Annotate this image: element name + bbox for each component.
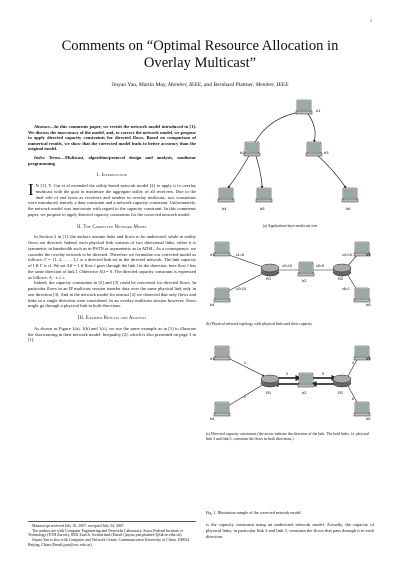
right-column-paragraph: is the capacity constraint using an undirected network model. Actually, the capacity of physical links, in particular link 3 and link 5, constrain the flows that pass through it in each direction <box>206 522 374 539</box>
c-link-2: 2 <box>244 395 246 399</box>
c-label-h1: h1 <box>210 356 215 361</box>
link-label-c3: c3=15 <box>282 264 292 268</box>
c-link-6: 6 <box>352 397 354 401</box>
c-label-r1: R1 <box>266 390 272 395</box>
author-member-1: Member, IEEE <box>168 82 202 88</box>
index-terms-label: Index Terms <box>34 154 61 160</box>
c-label-h5: h5 <box>366 356 371 361</box>
c-link-3: 3 <box>286 372 288 376</box>
index-terms <box>28 155 196 167</box>
figure-b-caption: (b) Physical network topology with physical links and their capacity <box>206 322 313 326</box>
host-h1-icon <box>296 100 312 114</box>
footnote-second-affiliation: Jinyao Yan is also with Computer and Network Center, Communication University of China, 100024 Beijing, China (Email:jyan@cuc.edu.cn). <box>28 538 190 547</box>
section-2-paragraph-2: Indeed, the capacity constraints in [2] and [3] could be conceived for directed flows. In particular flows in an IP multicast session transfer data over the same physical link only in one direction [3]. And in the network model for unicast [2] we observed that only flows and links in a single direction were considered. In an overlay multicast session however, flows might go through a physical link in both directions. <box>28 280 196 309</box>
author-member-2: Member, IEEE <box>255 82 289 88</box>
b-label-r2: R2 <box>338 276 344 281</box>
link-label-c5: c5=5 <box>316 264 324 268</box>
section-3-title: III. Example Results and Analysis <box>77 316 147 322</box>
node-label-h3: h3 <box>324 150 329 155</box>
b-label-h6: h6 <box>366 302 371 307</box>
author-names: Jinyao Yan, Martin May, <box>111 82 167 88</box>
c-label-h4: h4 <box>210 416 215 421</box>
abstract-label: Abstract <box>34 124 50 129</box>
authors: Jinyao Yan, Martin May, Member, IEEE, and Bernhard Plattner, Member, IEEE <box>111 82 289 88</box>
figure-a-multicast-tree <box>206 98 374 226</box>
figure-a-caption: (a) Application-layer multicast tree <box>262 224 318 228</box>
b-label-h4: h4 <box>210 302 215 307</box>
link-label-c4: c4=10 <box>342 253 352 257</box>
section-1-title: I. Introduction <box>96 173 128 179</box>
b-label-r1: R1 <box>266 276 272 281</box>
title-line-2: Overlay Multicast” <box>143 55 257 71</box>
right-column-text <box>206 522 374 539</box>
node-label-h1: h1 <box>316 108 321 113</box>
paper-title <box>0 38 400 72</box>
section-2-title: II. The Corrected Network Model <box>77 224 147 230</box>
link-label-c6: c6=1 <box>342 287 350 291</box>
b-label-h2: h2 <box>302 278 307 283</box>
section-2-paragraph-1: In Section 2 in [1], the authors assume links and flows to be undirected, while in reality flows are directed. Indeed, each physical link consists of two directional links, either it is symmetric in bandwidth such as in PSTN or asymmetric as in ADSL. As a consequence, we consider the overlay network to be directed. Therefore we formulate our corrected model as follows: Γ = {1, 2, . . . , L} is a directed link set in the directed network. The link capacity of l ∈ Γ is cl. We set Alf = 1 if flow f goes through the link l in the direction, here flow f has the same direction of link l. Otherwise Alf = 0. The directed capacity constraint is expressed as follows: A · x ≤ c. <box>28 234 196 280</box>
footnote-affiliation: The authors are with Computer Engineering and Networks Laboratory, Swiss Federal Institute of Technology (ETH Zurich), 8092 Zurich, Switzerland (Email:{jinyao.yan,plattner}@tik.ee.ethz.ch). <box>28 528 183 538</box>
footnote-received: Manuscript received July 10, 2007; accepted July 24, 2007. <box>32 524 125 528</box>
page-number: 1 <box>369 18 372 23</box>
section-3-paragraph-1: As shown in Figure 1(a), 1(b) and 1(c), we use the same example as in [1] to illustrate the shortcoming in their network model. Inequality (2), which is also presented on page 3 in [1], <box>28 325 196 343</box>
abstract <box>28 124 196 152</box>
footnotes <box>28 521 196 548</box>
author-and: and Bernhard Plattner, <box>203 82 255 88</box>
c-label-h2: h2 <box>302 390 307 395</box>
c-label-h6: h6 <box>366 416 371 421</box>
drop-cap: I <box>28 180 34 200</box>
figure-c-caption: (c) Directed capacity constraints (the arrow indicate the direction of the link. The bold links, i.e. physical link 3 and link 5, constrain the flows in both directions.) <box>206 432 370 441</box>
b-label-h1: h1 <box>210 252 215 257</box>
c-label-r2: R2 <box>338 390 344 395</box>
c-link-1: 1 <box>244 361 246 365</box>
node-label-h6: h6 <box>346 206 351 211</box>
c-link-4: 4 <box>352 361 354 365</box>
node-label-h5: h5 <box>260 206 265 211</box>
section-1-text: N [1], Y. Cui et al extended the utility-based network model [2] to apply it to overlay multicast with the goal to maximize the aggregate utility of all receivers. Due to the dual role of end hosts as receivers and senders in overlay multicast, two constraints were introduced, namely a data constraint and a network capacity constraint. Unfortunately, the network model was inaccurate with regard to the capacity constraint. In this comments paper, we propose to apply directed capacity constraints for the corrected network model. <box>28 183 196 217</box>
left-column <box>28 124 196 343</box>
section-1-paragraph <box>28 180 196 218</box>
figure-1-caption: Fig. 1. Illustration sample of the corrected network model <box>206 510 301 515</box>
link-label-c1: c1=8 <box>236 253 244 257</box>
b-label-h5: h5 <box>366 252 371 257</box>
node-label-h2: h2 <box>240 150 245 155</box>
abstract-text: —In this comments paper, we revisit the network model introduced in [1]. We discuss the inaccuracy of the model, and, to correct the network model, we propose to apply directed capacity constraints for directed flows. Based on comparison of numerical results, we show that the corrected model leads to better accuracy than the original model. <box>28 124 196 152</box>
figure-c-directed-constraints <box>206 336 374 428</box>
index-terms-text: —Multicast, algorithm/protocol design and analysis, nonlinear programming <box>28 154 196 166</box>
node-label-h4: h4 <box>222 206 227 211</box>
c-link-5: 5 <box>322 372 324 376</box>
figure-b-physical-topology <box>206 234 374 320</box>
title-line-1: Comments on “Optimal Resource Allocation in <box>61 38 339 54</box>
link-label-c2: c2=15 <box>236 287 246 291</box>
